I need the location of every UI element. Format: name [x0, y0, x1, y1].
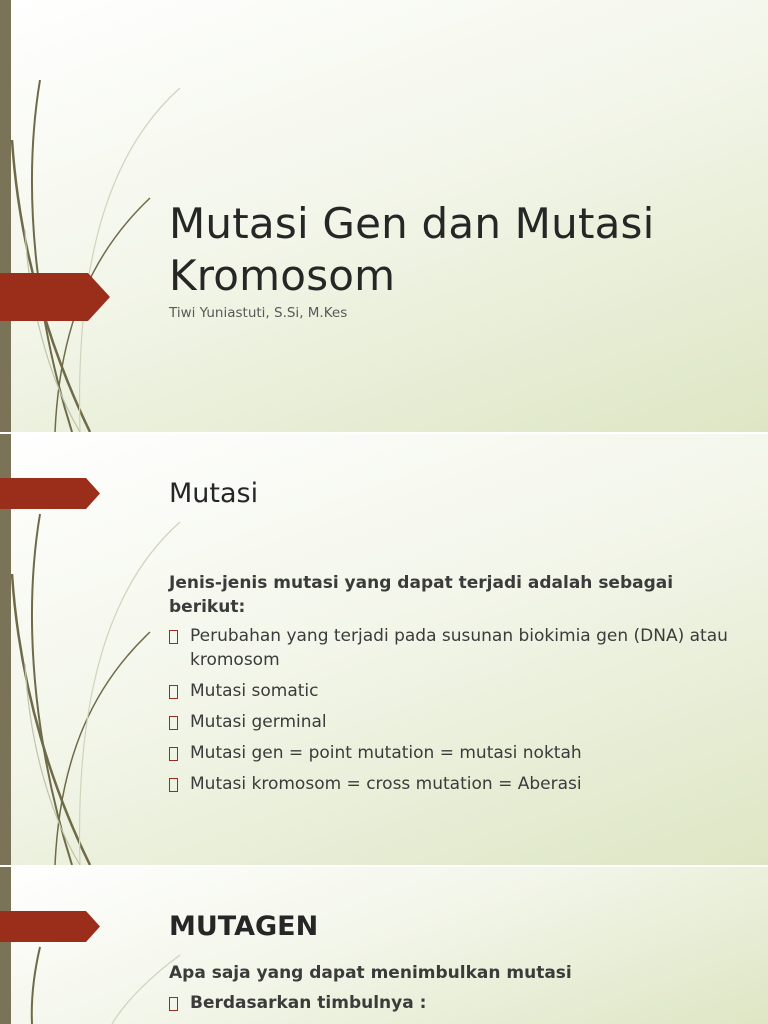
square-bullet-icon: [169, 716, 178, 730]
slide-3: [0, 867, 768, 1024]
slide-1: [0, 0, 768, 432]
list-item-text: Mutasi germinal: [190, 711, 327, 732]
slide-content: [169, 961, 729, 1023]
slide-2: [0, 434, 768, 865]
lead-text: Apa saja yang dapat menimbulkan mutasi: [169, 963, 572, 983]
left-accent-bar: [0, 0, 11, 432]
slide-title: MUTAGEN: [169, 911, 319, 942]
left-accent-bar: [0, 867, 11, 1024]
list-item: [169, 992, 729, 1016]
presentation-title: Mutasi Gen dan Mutasi Kromosom: [169, 199, 655, 300]
bullet-list: [169, 992, 729, 1016]
arrow-tab-icon: [0, 273, 110, 321]
arrow-tab-icon: [0, 478, 100, 509]
list-item-text: Berdasarkan timbulnya :: [190, 993, 427, 1013]
square-bullet-icon: [169, 747, 178, 761]
list-item: [169, 773, 729, 797]
lead-text: Jenis-jenis mutasi yang dapat terjadi adalah sebagai berikut:: [169, 573, 674, 617]
list-item: [169, 711, 729, 735]
bullet-list: [169, 625, 729, 796]
list-item-text: Mutasi somatic: [190, 680, 319, 701]
list-item: [169, 742, 729, 766]
list-item: [169, 625, 729, 672]
list-item-text: Mutasi kromosom = cross mutation = Aberasi: [190, 773, 582, 794]
list-item: [169, 680, 729, 704]
square-bullet-icon: [169, 778, 178, 792]
slide-title: Mutasi: [169, 478, 259, 509]
list-item-text: Perubahan yang terjadi pada susunan biokimia gen (DNA) atau kromosom: [190, 626, 728, 670]
arrow-tab-icon: [0, 911, 100, 942]
presentation-subtitle: Tiwi Yuniastuti, S.Si, M.Kes: [169, 305, 348, 321]
square-bullet-icon: [169, 685, 178, 699]
slide-content: [169, 571, 729, 804]
square-bullet-icon: [169, 997, 178, 1011]
square-bullet-icon: [169, 630, 178, 644]
list-item-text: Mutasi gen = point mutation = mutasi noktah: [190, 742, 582, 763]
